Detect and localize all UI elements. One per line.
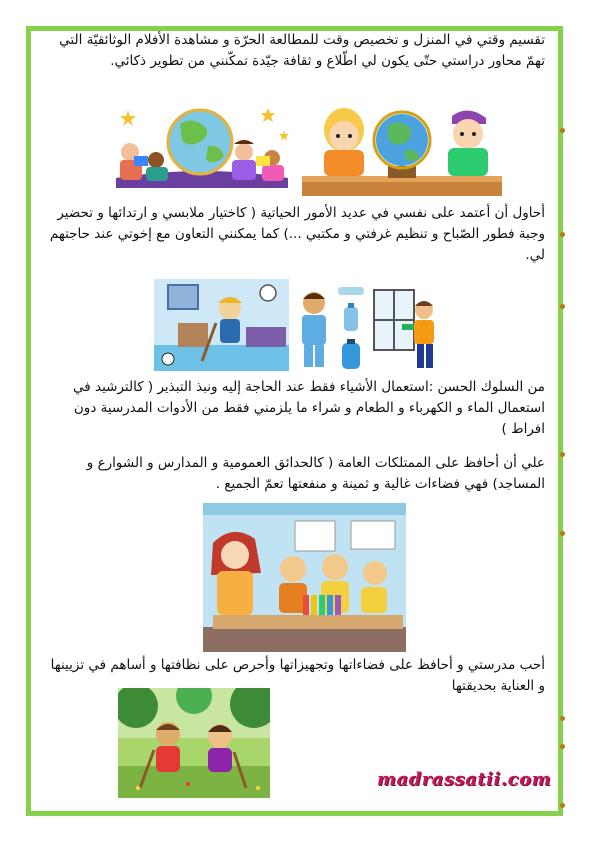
science-lab-illustration bbox=[203, 503, 406, 652]
boy-getting-dressed-illustration bbox=[292, 283, 370, 373]
margin-dot bbox=[560, 452, 565, 457]
kids-with-globe-illustration bbox=[302, 100, 502, 198]
paragraph-public-property: علي أن أحافظ على الممتلكات العامة ( كالحدائق العمومية و المدارس و الشوارع و المساجد) فهي فضاءات غالية و ثمينة و منفعتها تعمّ الجميع . bbox=[86, 455, 545, 492]
boy-cleaning-room-illustration bbox=[154, 279, 289, 371]
paragraph-good-behavior: من السلوك الحسن :استعمال الأشياء فقط عند الحاجة إليه ونبذ التبذير ( كالترشيد في استعمال الماء و الكهرباء و الطعام و شراء ما يلزمني فقط من الأدوات المدرسية دون افراط ) bbox=[72, 379, 545, 437]
margin-dot bbox=[560, 803, 565, 808]
margin-dot bbox=[560, 531, 565, 536]
paragraph-time-management: تقسيم وقتي في المنزل و تخصيص وقت للمطالعة الحرّة و مشاهدة الأفلام الوثائقيّة التي تهمّ محاور دراستي حتّى يكون لي اطّلاع و ثقافة جيّدة تمكّنني من تطوير ذكائي. bbox=[59, 32, 545, 69]
site-watermark: madrassatii.com bbox=[377, 769, 552, 790]
reading-kids-globe-illustration bbox=[108, 100, 296, 190]
margin-dot bbox=[560, 304, 565, 309]
kids-sweeping-park-illustration bbox=[118, 688, 270, 798]
margin-dot bbox=[560, 744, 565, 749]
paragraph-love-school: أحب مدرستي و أحافظ على فضاءاتها وتجهيزاتها وأحرص على نظافتها و أساهم في تزيينها و العناية بحديقتها bbox=[50, 657, 545, 694]
paragraph-self-reliance: أحاول أن أعتمد على نفسي في عديد الأمور الحياتية ( كاختيار ملابسي و ارتدائها و تحضير وجبة فطور الصّباح و تنظيم غرفتي و مكتبي ...) كما يمكنني التعاون مع إخوتي عند حاجتهم لي. bbox=[49, 205, 545, 263]
margin-dot bbox=[560, 128, 565, 133]
boy-washing-window-illustration bbox=[372, 288, 439, 372]
margin-dot bbox=[560, 232, 565, 237]
margin-dot bbox=[560, 716, 565, 721]
